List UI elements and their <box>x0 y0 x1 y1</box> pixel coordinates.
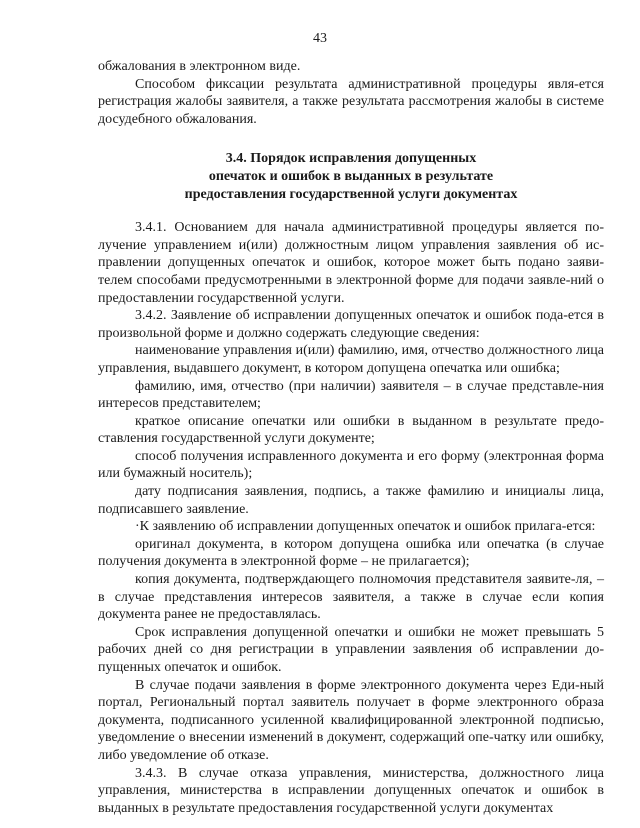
paragraph-3-4-2: 3.4.2. Заявление об исправлении допущенных опечаток и ошибок пода-ется в произвольной форме и должно содержать следующие сведения: <box>98 308 604 341</box>
page-number: 43 <box>313 31 327 46</box>
list-item-applicant-name: фамилию, имя, отчество (при наличии) заявителя – в случае представле-ния интересов представителем; <box>98 378 604 412</box>
paragraph-continuation: обжалования в электронном виде. <box>98 59 301 74</box>
paragraph-correction-deadline: Срок исправления допущенной опечатки и ошибки не может превышать 5 рабочих дней со дня регистрации в управлении заявления об исправлении до-пущенных опечаток и ошибок. <box>98 624 604 675</box>
paragraph-electronic-submission: В случае подачи заявления в форме электронного документа через Еди-ный портал, Региональный портал заявитель получает в форме электронного образа документа, подписанного усиленной квалифицированной электронной подписью, уведомление о внесении изменений в документ, содержащий опе-чатку или ошибку, либо уведомление об отказе. <box>98 677 604 763</box>
paragraph-3-4-1: 3.4.1. Основанием для начала административной процедуры является по-лучение управлением и(или) должностным лицом управления заявления об ис-правлении допущенных опечаток и ошибок, которое может быть подано заяви-телем способами предусмотренными в электронной форме для подачи заявле-ний о предоставлении государственной услуги. <box>98 220 604 306</box>
list-item-error-description: краткое описание опечатки или ошибки в выданном в результате предо-ставления государственной услуги документе; <box>98 413 604 447</box>
document-body <box>98 58 604 817</box>
list-item-authority-copy: копия документа, подтверждающего полномочия представителя заявите-ля, – в случае представления интересов заявителя, а также в случае если копия документа ранее не предоставлялась. <box>98 572 604 623</box>
paragraph-3-4-3: 3.4.3. В случае отказа управления, министерства, должностного лица управления, министерства в исправлении допущенных опечаток и ошибок в выданных в результате предоставления государственной услуги документах <box>98 765 604 816</box>
list-item-signature-date: дату подписания заявления, подпись, а также фамилию и инициалы лица, подписавшего заявление. <box>98 484 604 517</box>
list-item-department-name: наименование управления и(или) фамилию, имя, отчество должностного лица управления, выдавшего документ, в котором допущена опечатка или ошибка; <box>98 343 604 376</box>
list-item-original-document: оригинал документа, в котором допущена ошибка или опечатка (в случае получения документа в электронной форме – не прилагается); <box>98 536 604 570</box>
section-heading-line-1: 3.4. Порядок исправления допущенных <box>225 151 477 167</box>
list-item-receipt-method: способ получения исправленного документа и его форму (электронная форма или бумажный носитель); <box>98 448 604 482</box>
paragraph-attachments: ·К заявлению об исправлении допущенных опечаток и ошибок прилага-ется: <box>135 519 596 535</box>
section-heading <box>98 150 604 203</box>
section-heading-line-3: предоставления государственной услуги документах <box>184 186 518 202</box>
section-heading-line-2: опечаток и ошибок в выданных в результате <box>208 168 494 184</box>
paragraph-fixation-method: Способом фиксации результата административной процедуры явля-ется регистрация жалобы заявителя, а также результата рассмотрения жалобы в системе досудебного обжалования. <box>98 76 604 127</box>
